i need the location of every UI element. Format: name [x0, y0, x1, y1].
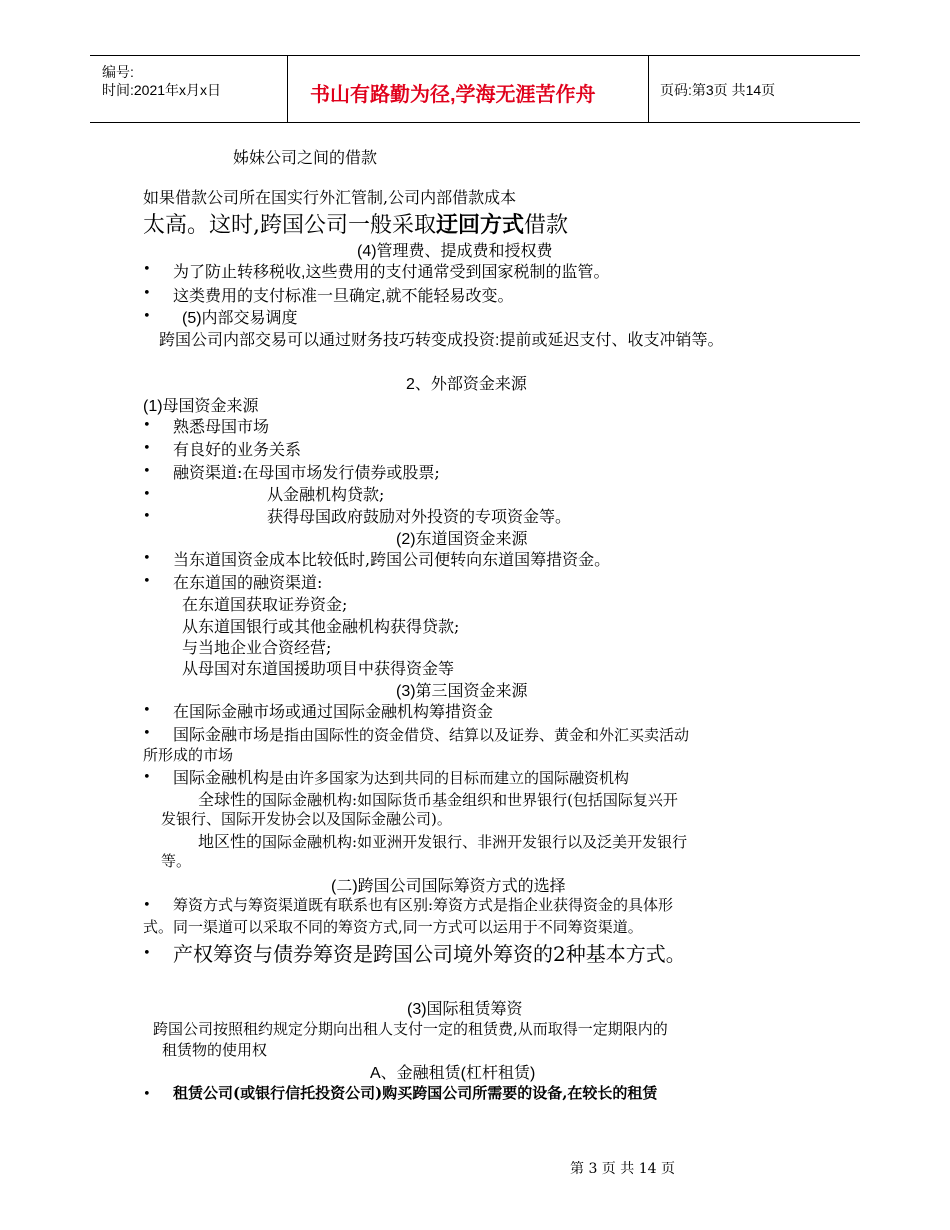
section-heading: 2、外部资金来源 [406, 376, 527, 393]
text-line: 在东道国的融资渠道: [173, 573, 323, 592]
section-heading: (2)东道国资金来源 [396, 531, 528, 548]
text-line: 租赁公司(或银行信托投资公司)购买跨国公司所需要的设备,在较长的租赁 [173, 1084, 658, 1102]
number-label: 编号: [102, 64, 134, 80]
text-line: 所形成的市场 [143, 746, 234, 764]
text-line: 获得母国政府鼓励对外投资的专项资金等。 [267, 507, 572, 526]
text-line: 从东道国银行或其他金融机构获得贷款; [182, 617, 460, 636]
section-heading: (4)管理费、提成费和授权费 [357, 243, 553, 260]
text-line: 国际金融机构是由许多国家为达到共同的目标而建立的国际融资机构 [173, 769, 630, 787]
text-line: 产权筹资与债券筹资是跨国公司境外筹资的2种基本方式。 [173, 942, 686, 966]
text-line: 融资渠道:在母国市场发行债券或股票; [173, 463, 440, 482]
text-line: 式。同一渠道可以采取不同的筹资方式,同一方式可以运用于不同筹资渠道。 [143, 918, 643, 936]
page-footer: 第 3 页 共 14 页 [570, 1161, 675, 1177]
section-heading: A、金融租赁(杠杆租赁) [370, 1065, 536, 1082]
text-line: 当东道国资金成本比较低时,跨国公司便转向东道国筹措资金。 [173, 550, 611, 569]
text-line: 跨国公司内部交易可以通过财务技巧转变成投资:提前或延迟支付、收支冲销等。 [159, 332, 724, 349]
section-heading: (二)跨国公司国际筹资方式的选择 [331, 878, 566, 895]
bullet: • [143, 464, 151, 479]
text-line: 在国际金融市场或通过国际金融机构筹措资金 [173, 704, 494, 721]
bullet: • [143, 487, 151, 502]
text-line: 从金融机构贷款; [267, 485, 385, 504]
text-line: 在东道国获取证券资金; [182, 595, 348, 614]
page-info: 页码:第3页 共14页 [660, 82, 776, 98]
bullet: • [143, 726, 151, 741]
bullet: • [143, 946, 151, 961]
text-line: 跨国公司按照租约规定分期向出租人支付一定的租赁费,从而取得一定期限内的 [153, 1020, 668, 1038]
bullet: • [143, 574, 151, 589]
bullet: • [143, 770, 151, 785]
section-heading: (1)母国资金来源 [143, 398, 259, 415]
text-line: 姊妹公司之间的借款 [233, 148, 378, 167]
bullet: • [143, 262, 151, 277]
text-line: 为了防止转移税收,这些费用的支付通常受到国家税制的监管。 [173, 264, 610, 281]
text-line: 太高。这时,跨国公司一般采取迂回方式借款 [143, 212, 569, 238]
text-line: 筹资方式与筹资渠道既有联系也有区别:筹资方式是指企业获得资金的具体形 [173, 896, 674, 914]
text-line: 等。 [161, 852, 192, 870]
text-line: 熟悉母国市场 [173, 417, 270, 436]
bullet: • [143, 703, 151, 718]
bullet: • [143, 551, 151, 566]
text-line: 这类费用的支付标准一旦确定,就不能轻易改变。 [173, 288, 514, 305]
text-line: 全球性的国际金融机构:如国际货币基金组织和世界银行(包括国际复兴开 [198, 791, 678, 809]
text-line: 发银行、国际开发协会以及国际金融公司)。 [161, 810, 452, 828]
text-line: 地区性的国际金融机构:如亚洲开发银行、非洲开发银行以及泛美开发银行 [198, 833, 688, 851]
text-line: 国际金融市场是指由国际性的资金借贷、结算以及证券、黄金和外汇买卖活动 [173, 726, 690, 744]
text-line: 租赁物的使用权 [162, 1041, 268, 1059]
section-heading: (3)国际租赁筹资 [407, 1001, 523, 1018]
text-line: 与当地企业合资经营; [182, 638, 332, 657]
bullet: • [143, 286, 151, 301]
text-line: 有良好的业务关系 [173, 440, 302, 459]
bullet: • [143, 1087, 151, 1102]
header-divider [287, 56, 288, 122]
section-heading: (5)内部交易调度 [182, 310, 298, 327]
text-line: 如果借款公司所在国实行外汇管制,公司内部借款成本 [143, 188, 517, 207]
bullet: • [143, 418, 151, 433]
motto: 书山有路勤为径,学海无涯苦作舟 [310, 84, 596, 106]
bullet: • [143, 309, 151, 324]
time-label: 时间:2021年x月x日 [102, 82, 222, 98]
header-divider [648, 56, 649, 122]
bullet: • [143, 441, 151, 456]
bullet: • [143, 509, 151, 524]
section-heading: (3)第三国资金来源 [396, 683, 528, 700]
text-line: 从母国对东道国援助项目中获得资金等 [182, 659, 455, 678]
bullet: • [143, 898, 151, 913]
